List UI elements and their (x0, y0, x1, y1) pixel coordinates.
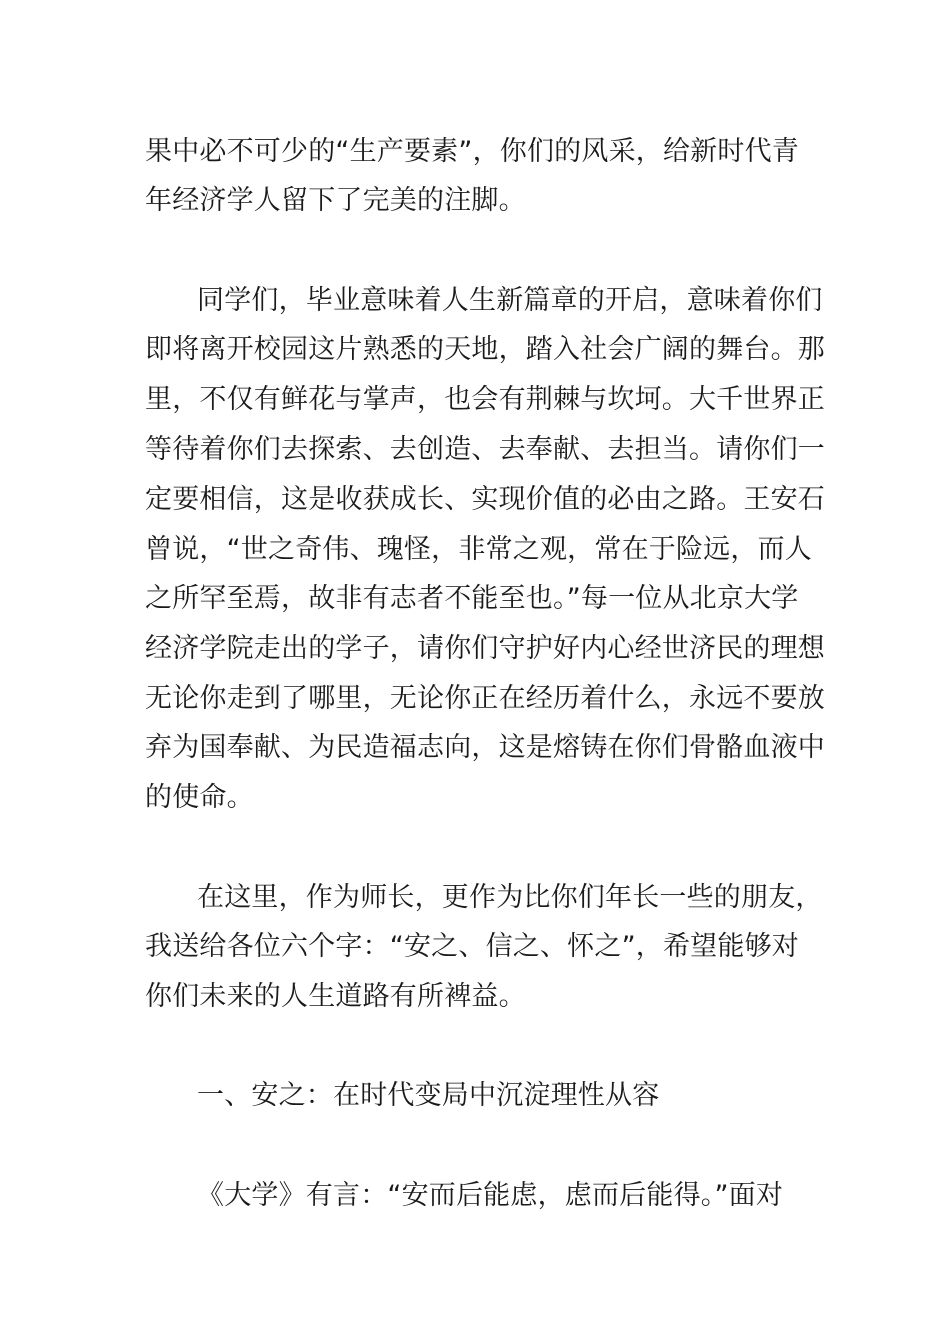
paragraph-first-line: 在这里，作为师长，更作为比你们年长一些的朋友， (197, 882, 823, 913)
text-line: 我送给各位六个字：“安之、信之、怀之”，希望能够对 (145, 931, 799, 962)
text-line: 你们未来的人生道路有所裨益。 (145, 981, 526, 1012)
text-line: 曾说，“世之奇伟、瑰怪，非常之观，常在于险远，而人 (145, 534, 812, 565)
text-line: 弃为国奉献、为民造福志向，这是熔铸在你们骨骼血液中 (145, 732, 825, 763)
text-line: 年经济学人留下了完美的注脚。 (145, 185, 526, 216)
section-heading: 一、安之：在时代变局中沉淀理性从容 (197, 1080, 660, 1111)
text-line: 之所罕至焉，故非有志者不能至也。”每一位从北京大学 (145, 583, 799, 614)
text-line: 定要相信，这是收获成长、实现价值的必由之路。王安石 (145, 484, 825, 515)
paragraph-first-line: 《大学》有言：“安而后能虑，虑而后能得。”面对 (197, 1180, 784, 1211)
text-line: 无论你走到了哪里，无论你正在经历着什么，永远不要放 (145, 683, 825, 714)
text-line: 经济学院走出的学子，请你们守护好内心经世济民的理想 (145, 633, 825, 664)
paragraph-first-line: 同学们，毕业意味着人生新篇章的开启，意味着你们 (197, 285, 823, 316)
text-line: 即将离开校园这片熟悉的天地，踏入社会广阔的舞台。那 (145, 334, 825, 365)
text-line: 等待着你们去探索、去创造、去奉献、去担当。请你们一 (145, 434, 825, 465)
text-line: 里，不仅有鲜花与掌声，也会有荆棘与坎坷。大千世界正 (145, 384, 825, 415)
text-line: 果中必不可少的“生产要素”，你们的风采，给新时代青 (145, 136, 799, 167)
text-line: 的使命。 (145, 782, 254, 813)
